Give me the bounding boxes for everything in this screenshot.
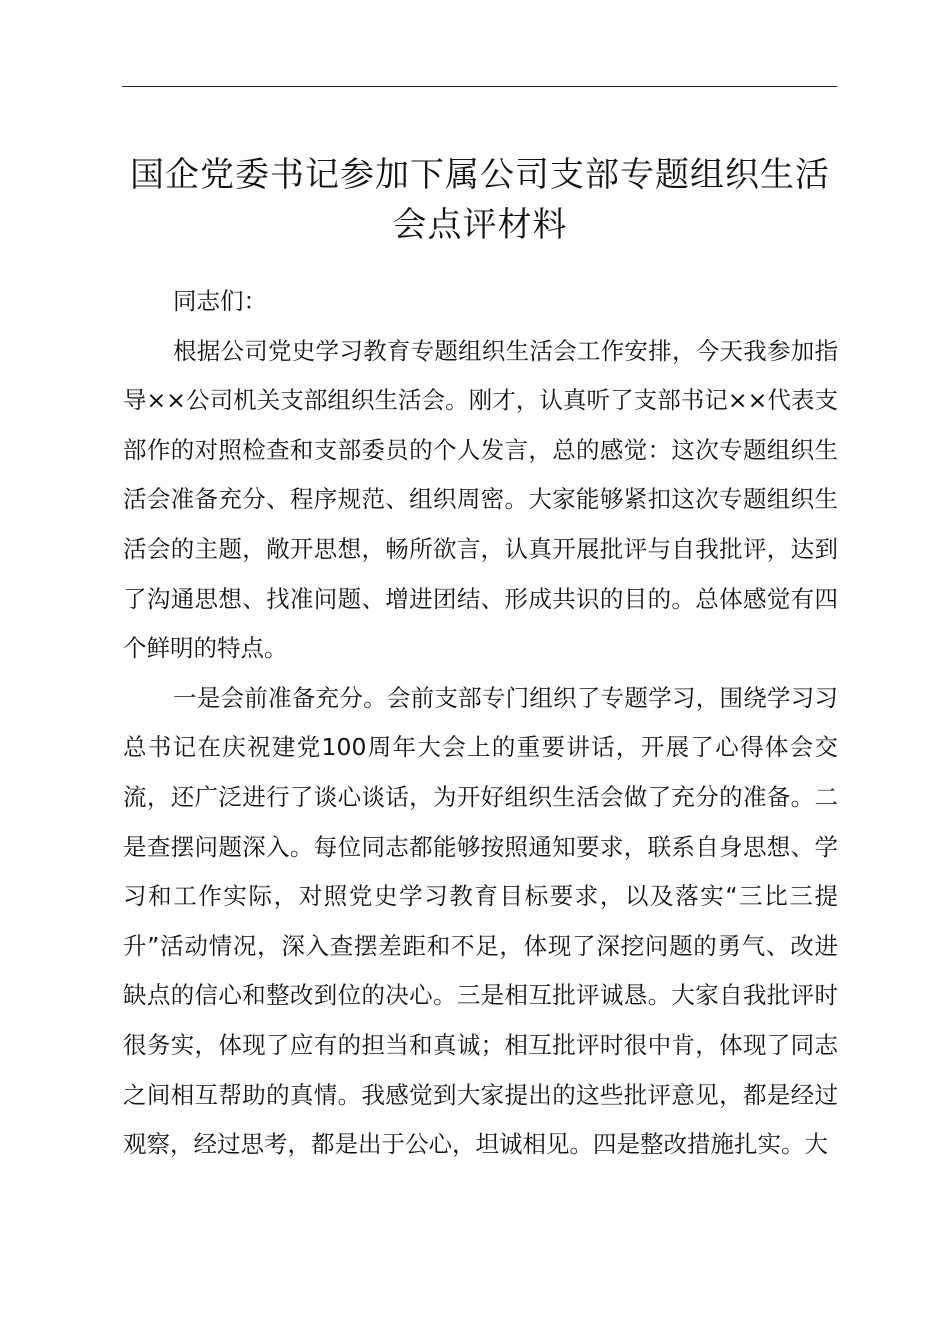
- document-title: [100, 150, 860, 250]
- title-line-2: 会点评材料: [392, 205, 568, 245]
- header-rule: [122, 86, 837, 87]
- paragraph-1: 根据公司党史学习教育专题组织生活会工作安排，今天我参加指导××公司机关支部组织生活会。刚才，认真听了支部书记××代表支部作的对照检查和支部委员的个人发言，总的感觉：这次专题组织生活会准备充分、程序规范、组织周密。大家能够紧扣这次专题组织生活会的主题，敞开思想，畅所欲言，认真开展批评与自我批评，达到了沟通思想、找准问题、增进团结、形成共识的目的。总体感觉有四个鲜明的特点。: [123, 336, 838, 663]
- paragraph-2: 一是会前准备充分。会前支部专门组织了专题学习，围绕学习习总书记在庆祝建党100周年大会上的重要讲话，开展了心得体会交流，还广泛进行了谈心谈话，为开好组织生活会做了充分的准备。二是查摆问题深入。每位同志都能够按照通知要求，联系自身思想、学习和工作实际，对照党史学习教育目标要求，以及落实“三比三提升”活动情况，深入查摆差距和不足，体现了深挖问题的勇气、改进缺点的信心和整改到位的决心。三是相互批评诚恳。大家自我批评时很务实，体现了应有的担当和真诚；相互批评时很中肯，体现了同志之间相互帮助的真情。我感觉到大家提出的这些批评意见，都是经过观察，经过思考，都是出于公心，坦诚相见。四是整改措施扎实。大: [123, 683, 838, 1159]
- salutation: 同志们：: [173, 287, 267, 315]
- title-line-1: 国企党委书记参加下属公司支部专题组织生活: [130, 155, 830, 195]
- document-body: [123, 277, 838, 1170]
